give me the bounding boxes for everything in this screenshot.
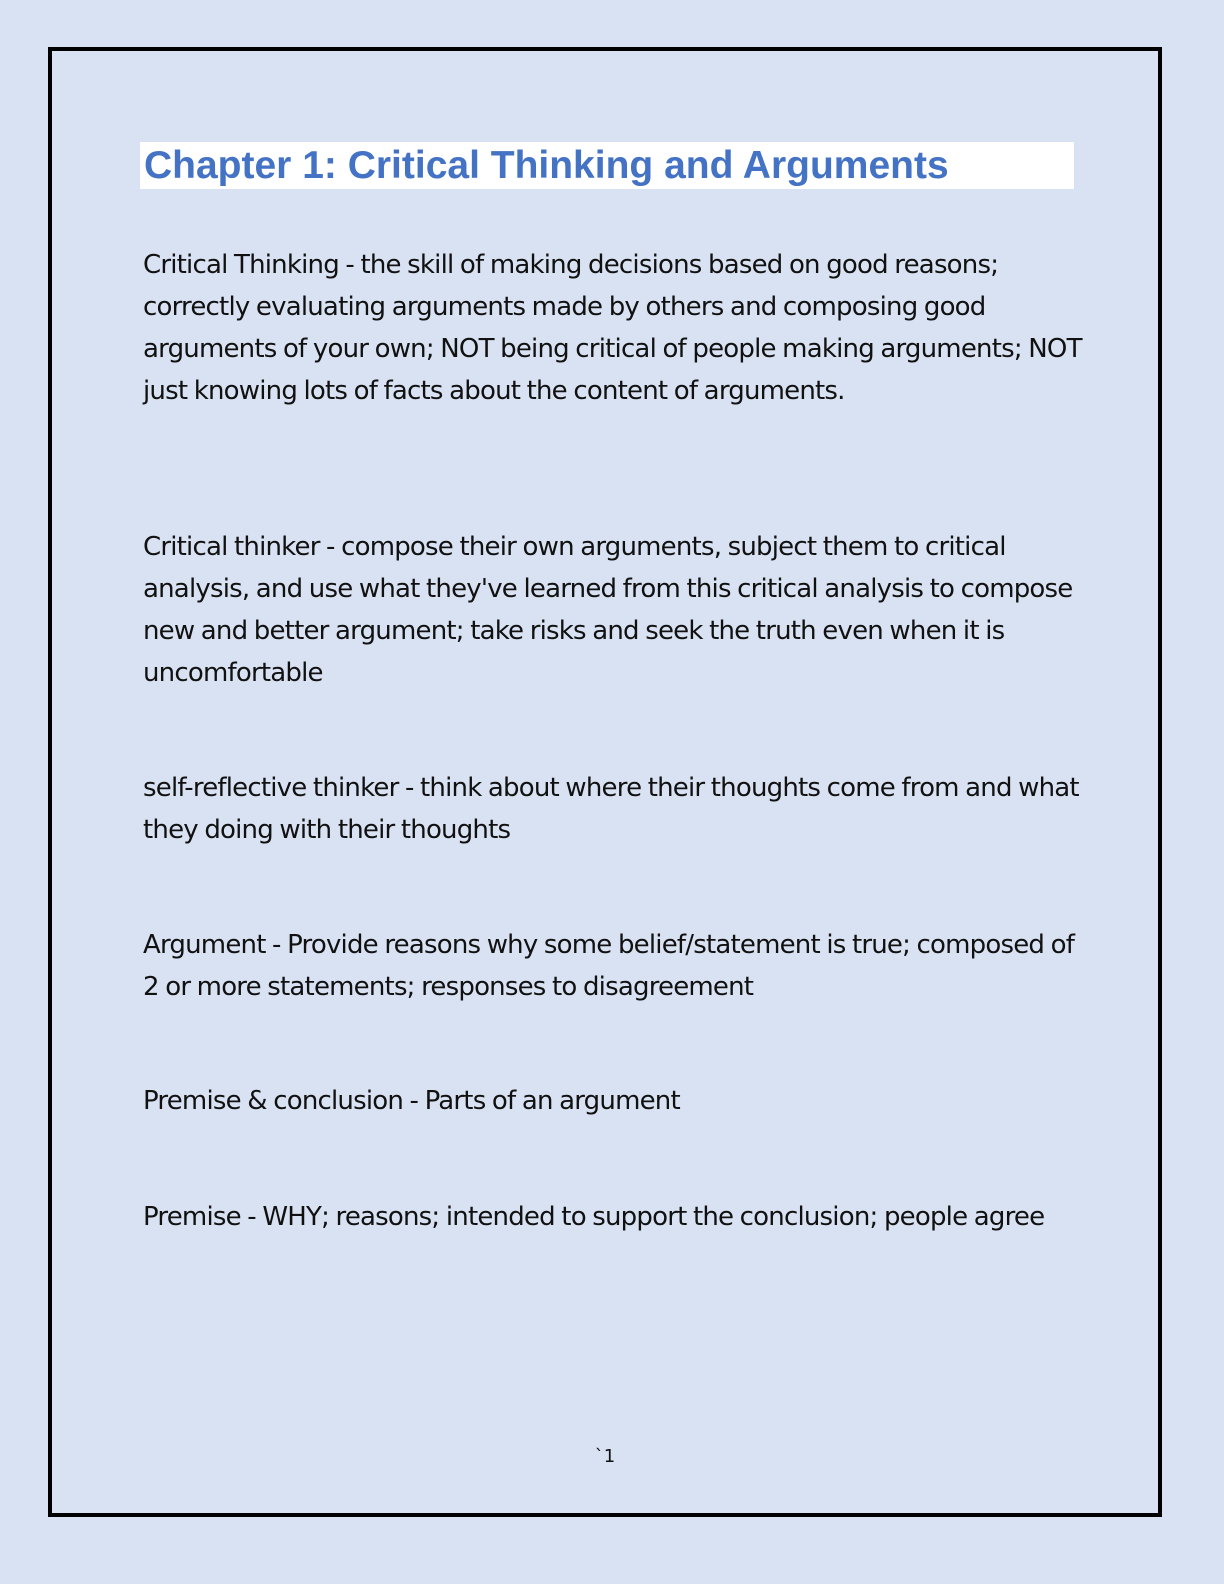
page-number: `1 xyxy=(594,1446,616,1467)
definition-critical-thinker: Critical thinker - compose their own arguments, subject them to critical analysis, and use what they've learned from this critical analysis to compose new and better argument; take risks and seek the truth even when it is uncomfortable xyxy=(143,532,1073,688)
definition-argument: Argument - Provide reasons why some belief/statement is true; composed of 2 or more statements; responses to disagreement xyxy=(143,930,1075,1002)
definition-premise: Premise - WHY; reasons; intended to support the conclusion; people agree xyxy=(143,1202,1045,1232)
definition-critical-thinking: Critical Thinking - the skill of making decisions based on good reasons; correctly evaluating arguments made by others and composing good arguments of your own; NOT being critical of people making arguments; NOT just knowing lots of facts about the content of arguments. xyxy=(143,250,1082,406)
chapter-title: Chapter 1: Critical Thinking and Arguments xyxy=(144,144,949,187)
definition-self-reflective-thinker: self-reflective thinker - think about where their thoughts come from and what they doing with their thoughts xyxy=(143,773,1079,845)
definition-premise-and-conclusion: Premise & conclusion - Parts of an argument xyxy=(143,1086,680,1116)
